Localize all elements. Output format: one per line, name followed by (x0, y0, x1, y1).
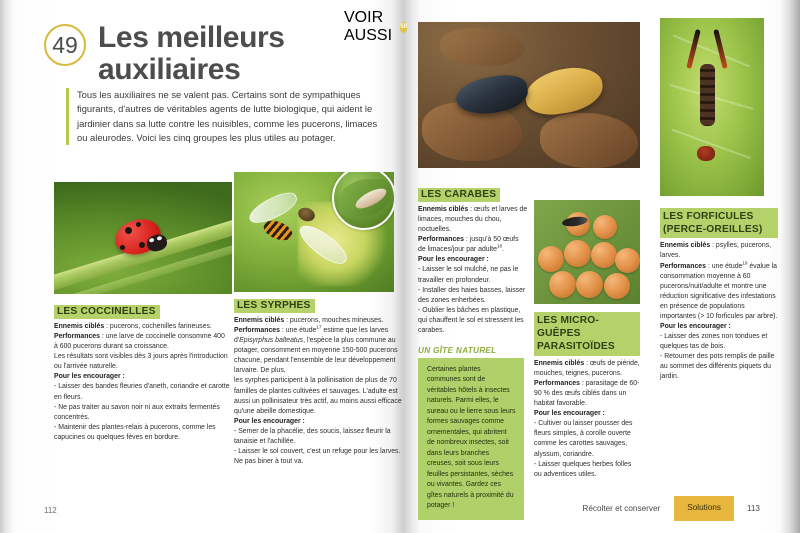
perf-label: Performances (234, 327, 280, 335)
tip-item: - Laisser des zones non tondues et quelques tas de bois. (660, 333, 768, 351)
section-syrphes (234, 295, 402, 467)
tip-item: - Cultiver ou laisser pousser des fleurs simples, à corolle ouverte comme les carottes sauvages, alyssum, coriandre. (534, 420, 633, 458)
page-title: Les meilleurs auxiliaires (98, 21, 285, 87)
perf-extra: les syrphes participent à la pollinisation de plus de 70 familles de plantes cultivées et sauvages. L'adulte est aussi un pollinisateur très actif, au moins aussi efficace qu'une abeille domestique. (234, 377, 402, 415)
photo-ladybug (54, 182, 232, 294)
photo-parasitic-wasp-eggs (534, 200, 640, 304)
targets-label: Ennemis ciblés (234, 317, 285, 324)
callout-title: UN GÎTE NATUREL (418, 346, 497, 355)
see-also-badge: 50 (400, 22, 407, 33)
section-body-forficules (660, 241, 778, 382)
perf-text: : parasitage de 60-90 % des œufs ciblés dans un habitat favorable. (534, 380, 640, 408)
targets-label: Ennemis ciblés (54, 323, 105, 330)
section-body-syrphes (234, 316, 402, 467)
targets-text: : pucerons, mouches mineuses. (284, 317, 384, 324)
tip-item: - Installer des haies basses, laisser des zones enherbées. (418, 286, 526, 304)
perf-label: Performances (418, 236, 464, 244)
tip-item: - Laisser le sol mulché, ne pas le travailler en profondeur. (418, 266, 519, 284)
tip-item: - Laisser le sol couvert, c'est un refuge pour les larves. Ne pas biner à tout va. (234, 448, 401, 466)
perf-extra: Les résultats sont visibles dès 3 jours après l'introduction ou l'arrivée naturelle. (54, 353, 228, 371)
encourage-label: Pour les encourager : (234, 417, 305, 425)
tip-item: - Laisser quelques herbes folles ou adventices utiles. (534, 460, 632, 478)
footer-chapter-caption: Récolter et conserver (582, 504, 661, 513)
footnote-marker: 17 (316, 324, 322, 330)
footnote-marker: 18 (496, 244, 503, 250)
perf-pre: : jusqu'à 50 œufs de limaces/jour par adulte (418, 236, 519, 254)
perf-label: Performances (534, 380, 580, 388)
perf-label: Performances (660, 262, 706, 270)
photo-hoverfly (234, 172, 394, 292)
perf-pre: : une étude (705, 262, 743, 270)
section-heading-syrphes: LES SYRPHES (234, 299, 315, 314)
encourage-label: Pour les encourager : (534, 410, 605, 418)
tip-item: - Retourner des pots remplis de paille au sommet des différents piquets du jardin. (660, 353, 775, 381)
targets-text: : œufs de piéride, mouches, teignes, pucerons. (534, 359, 640, 377)
folio-right: 113 (746, 504, 760, 513)
intro-paragraph: Tous les auxiliaires ne se valent pas. Certains sont de sympathiques figurants, d'autres de véritables agents de lutte biologique, qui aident le jardinier dans sa lutte contre les nuisibles, comme les pucerons, limaces ou aleurodes. Voici les cinq groupes les plus utiles au potager. (66, 88, 386, 145)
section-heading-coccinelles: LES COCCINELLES (54, 305, 160, 320)
targets-text: : psylles, pucerons, larves. (660, 242, 772, 260)
encourage-label: Pour les encourager : (418, 256, 489, 264)
targets-label: Ennemis ciblés (660, 242, 711, 250)
footer-section-tab[interactable]: Solutions (674, 496, 734, 521)
tip-item: - Maintenir des plantes-relais à pucerons, comme les capucines ou quelques fèves en bordure. (54, 423, 216, 441)
folio-left: 112 (44, 506, 57, 515)
tip-item: - Ne pas traiter au savon noir ni aux extraits fermentés concentrés. (54, 403, 220, 421)
footnote-marker: 19 (742, 260, 748, 266)
encourage-label: Pour les encourager : (54, 373, 125, 381)
section-body-carabes (418, 205, 528, 336)
perf-pre: : une étude (279, 327, 317, 335)
tip-item: - Oublier les bâches en plastique, qui chauffent le sol et stressent les carabes. (418, 306, 524, 334)
tip-item: - Laisser des bandes fleuries d'aneth, coriandre et carotte en fleurs. (54, 383, 230, 401)
see-also-label: VOIR AUSSI (344, 9, 393, 44)
callout-body: Certaines plantes communes sont de véritables hôtels à insectes naturels. Parmi elles, le sureau ou le lierre sous leurs formes sauvages comme ornementales, qui abritent de nombreux insectes, soit dans leurs branches creuses, soit sous leurs feuilles persistantes, sèches ou vivantes. Gardez ces gîtes naturels à proximité du potager ! (418, 358, 524, 520)
footer-right (582, 496, 760, 521)
perf-label: Performances (54, 333, 100, 341)
section-number-badge: 49 (44, 24, 86, 66)
section-heading-carabes: LES CARABES (418, 188, 500, 203)
perf-post: , l'espèce la plus commune au potager, consomment en moyenne 150-500 pucerons chacune, pendant l'ensemble de leur développement larvaire. De plus, (234, 337, 398, 375)
page-title-row (44, 22, 338, 86)
see-also-reference[interactable] (344, 9, 407, 45)
species-name: Episyrphus balteatus (239, 337, 304, 345)
section-body-coccinelles (54, 322, 230, 443)
right-page (410, 0, 788, 533)
targets-label: Ennemis ciblés (534, 359, 585, 367)
section-coccinelles (54, 301, 230, 443)
section-microguepes (534, 312, 640, 480)
section-heading-forficules: LES FORFICULES (PERCE-OREILLES) (660, 208, 778, 238)
callout-gite-naturel (418, 346, 524, 520)
section-forficules (660, 208, 778, 383)
targets-text: : œufs et larves de limaces, mouches du chou, noctuelles. (418, 206, 528, 234)
perf-post: . (502, 246, 504, 254)
tip-item: - Semer de la phacélie, des soucis, laissez fleurir la tanaisie et l'achillée. (234, 427, 391, 445)
photo-earwig (660, 18, 764, 196)
perf-post: évalue la consommation moyenne à 60 pucerons/nuit/adulte et montre une réduction significative des infestations en présence de populations importantes (> 10 forficules par arbre). (660, 262, 778, 320)
targets-label: Ennemis ciblés (418, 206, 469, 213)
photo-ground-beetle (418, 22, 640, 168)
section-carabes (418, 184, 528, 336)
left-page (14, 0, 408, 533)
targets-text: : pucerons, cochenilles farineuses. (104, 323, 212, 330)
perf-text: : une larve de coccinelle consomme 400 à 600 pucerons durant sa croissance. (54, 333, 225, 351)
section-heading-microguepes: LES MICRO-GUÊPES PARASITOÏDES (534, 312, 640, 356)
encourage-label: Pour les encourager : (660, 323, 731, 331)
perf-mid: estime que les larves d' (234, 327, 389, 345)
photo-hoverfly-larva-inset (332, 172, 394, 230)
section-body-microguepes (534, 359, 640, 480)
